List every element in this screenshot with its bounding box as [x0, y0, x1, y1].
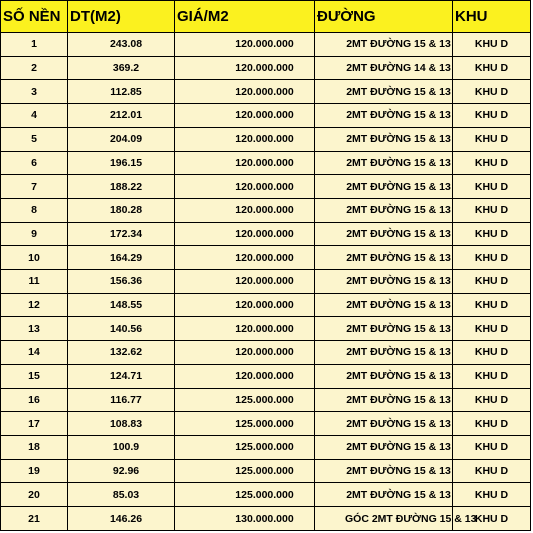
price-cell: 120.000.000	[175, 80, 315, 104]
zone-cell: KHU D	[453, 246, 531, 270]
lot-number-cell: 14	[1, 341, 68, 365]
road-cell: 2MT ĐƯỜNG 15 & 13	[315, 483, 453, 507]
table-body	[1, 33, 531, 531]
lot-number-cell: 12	[1, 293, 68, 317]
lot-number-cell: 17	[1, 412, 68, 436]
lot-number-cell: 3	[1, 80, 68, 104]
header-row	[1, 1, 531, 33]
area-cell: 204.09	[68, 127, 175, 151]
table-row	[1, 80, 531, 104]
area-cell: 148.55	[68, 293, 175, 317]
lot-number-cell: 5	[1, 127, 68, 151]
zone-cell: KHU D	[453, 341, 531, 365]
area-cell: 212.01	[68, 104, 175, 128]
table-row	[1, 33, 531, 57]
zone-cell: KHU D	[453, 270, 531, 294]
price-cell: 120.000.000	[175, 175, 315, 199]
area-cell: 146.26	[68, 507, 175, 531]
price-cell: 120.000.000	[175, 246, 315, 270]
lot-number-cell: 1	[1, 33, 68, 57]
table-row	[1, 364, 531, 388]
price-cell: 120.000.000	[175, 364, 315, 388]
road-cell: 2MT ĐƯỜNG 15 & 13	[315, 317, 453, 341]
lot-number-cell: 10	[1, 246, 68, 270]
price-cell: 125.000.000	[175, 459, 315, 483]
lot-number-cell: 8	[1, 198, 68, 222]
price-cell: 125.000.000	[175, 412, 315, 436]
lot-number-cell: 9	[1, 222, 68, 246]
zone-cell: KHU D	[453, 56, 531, 80]
road-cell: 2MT ĐƯỜNG 15 & 13	[315, 270, 453, 294]
price-cell: 120.000.000	[175, 293, 315, 317]
road-cell: 2MT ĐƯỜNG 15 & 13	[315, 435, 453, 459]
lot-number-cell: 16	[1, 388, 68, 412]
road-cell: 2MT ĐƯỜNG 15 & 13	[315, 175, 453, 199]
area-cell: 140.56	[68, 317, 175, 341]
zone-cell: KHU D	[453, 198, 531, 222]
table-row	[1, 246, 531, 270]
table-row	[1, 459, 531, 483]
area-cell: 188.22	[68, 175, 175, 199]
price-cell: 120.000.000	[175, 222, 315, 246]
table-row	[1, 270, 531, 294]
zone-cell: KHU D	[453, 127, 531, 151]
zone-cell: KHU D	[453, 364, 531, 388]
road-cell: 2MT ĐƯỜNG 15 & 13	[315, 151, 453, 175]
road-cell: 2MT ĐƯỜNG 15 & 13	[315, 341, 453, 365]
price-cell: 120.000.000	[175, 151, 315, 175]
lot-number-cell: 15	[1, 364, 68, 388]
road-cell: 2MT ĐƯỜNG 14 & 13	[315, 56, 453, 80]
header-zone: KHU	[453, 1, 531, 33]
zone-cell: KHU D	[453, 507, 531, 531]
road-cell: 2MT ĐƯỜNG 15 & 13	[315, 293, 453, 317]
table-row	[1, 507, 531, 531]
table-row	[1, 151, 531, 175]
table-row	[1, 388, 531, 412]
price-cell: 120.000.000	[175, 56, 315, 80]
zone-cell: KHU D	[453, 175, 531, 199]
lot-number-cell: 6	[1, 151, 68, 175]
price-cell: 120.000.000	[175, 341, 315, 365]
header-lot-number: SỐ NỀN	[1, 1, 68, 33]
price-cell: 130.000.000	[175, 507, 315, 531]
lot-number-cell: 19	[1, 459, 68, 483]
zone-cell: KHU D	[453, 151, 531, 175]
road-cell: 2MT ĐƯỜNG 15 & 13	[315, 127, 453, 151]
area-cell: 85.03	[68, 483, 175, 507]
area-cell: 124.71	[68, 364, 175, 388]
zone-cell: KHU D	[453, 104, 531, 128]
area-cell: 156.36	[68, 270, 175, 294]
road-cell: 2MT ĐƯỜNG 15 & 13	[315, 388, 453, 412]
lot-number-cell: 11	[1, 270, 68, 294]
road-cell: 2MT ĐƯỜNG 15 & 13	[315, 80, 453, 104]
road-cell: 2MT ĐƯỜNG 15 & 13	[315, 222, 453, 246]
table-row	[1, 293, 531, 317]
area-cell: 132.62	[68, 341, 175, 365]
road-cell: 2MT ĐƯỜNG 15 & 13	[315, 246, 453, 270]
lot-number-cell: 13	[1, 317, 68, 341]
road-cell: 2MT ĐƯỜNG 15 & 13	[315, 364, 453, 388]
zone-cell: KHU D	[453, 293, 531, 317]
table-row	[1, 175, 531, 199]
price-cell: 125.000.000	[175, 483, 315, 507]
price-cell: 120.000.000	[175, 198, 315, 222]
road-cell: 2MT ĐƯỜNG 15 & 13	[315, 459, 453, 483]
price-cell: 120.000.000	[175, 270, 315, 294]
area-cell: 196.15	[68, 151, 175, 175]
area-cell: 243.08	[68, 33, 175, 57]
table-row	[1, 127, 531, 151]
price-cell: 120.000.000	[175, 127, 315, 151]
zone-cell: KHU D	[453, 483, 531, 507]
zone-cell: KHU D	[453, 80, 531, 104]
area-cell: 116.77	[68, 388, 175, 412]
road-cell: 2MT ĐƯỜNG 15 & 13	[315, 412, 453, 436]
price-cell: 125.000.000	[175, 435, 315, 459]
table-row	[1, 222, 531, 246]
table-row	[1, 56, 531, 80]
header-road: ĐƯỜNG	[315, 1, 453, 33]
price-cell: 125.000.000	[175, 388, 315, 412]
header-area: DT(M2)	[68, 1, 175, 33]
table-row	[1, 483, 531, 507]
lot-number-cell: 18	[1, 435, 68, 459]
price-cell: 120.000.000	[175, 317, 315, 341]
road-cell: 2MT ĐƯỜNG 15 & 13	[315, 104, 453, 128]
area-cell: 108.83	[68, 412, 175, 436]
road-cell: 2MT ĐƯỜNG 15 & 13	[315, 198, 453, 222]
area-cell: 92.96	[68, 459, 175, 483]
lot-number-cell: 4	[1, 104, 68, 128]
header-price-per-m2: GIÁ/M2	[175, 1, 315, 33]
table-row	[1, 198, 531, 222]
lot-number-cell: 20	[1, 483, 68, 507]
table-row	[1, 412, 531, 436]
lot-number-cell: 21	[1, 507, 68, 531]
area-cell: 180.28	[68, 198, 175, 222]
area-cell: 164.29	[68, 246, 175, 270]
road-cell: 2MT ĐƯỜNG 15 & 13	[315, 33, 453, 57]
area-cell: 369.2	[68, 56, 175, 80]
lot-number-cell: 7	[1, 175, 68, 199]
road-cell: GÓC 2MT ĐƯỜNG 15 & 13	[315, 507, 453, 531]
table-row	[1, 435, 531, 459]
zone-cell: KHU D	[453, 317, 531, 341]
price-cell: 120.000.000	[175, 104, 315, 128]
zone-cell: KHU D	[453, 33, 531, 57]
zone-cell: KHU D	[453, 459, 531, 483]
area-cell: 172.34	[68, 222, 175, 246]
zone-cell: KHU D	[453, 435, 531, 459]
lot-number-cell: 2	[1, 56, 68, 80]
table-row	[1, 104, 531, 128]
price-cell: 120.000.000	[175, 33, 315, 57]
area-cell: 100.9	[68, 435, 175, 459]
zone-cell: KHU D	[453, 412, 531, 436]
zone-cell: KHU D	[453, 388, 531, 412]
table-row	[1, 317, 531, 341]
table-row	[1, 341, 531, 365]
area-cell: 112.85	[68, 80, 175, 104]
zone-cell: KHU D	[453, 222, 531, 246]
